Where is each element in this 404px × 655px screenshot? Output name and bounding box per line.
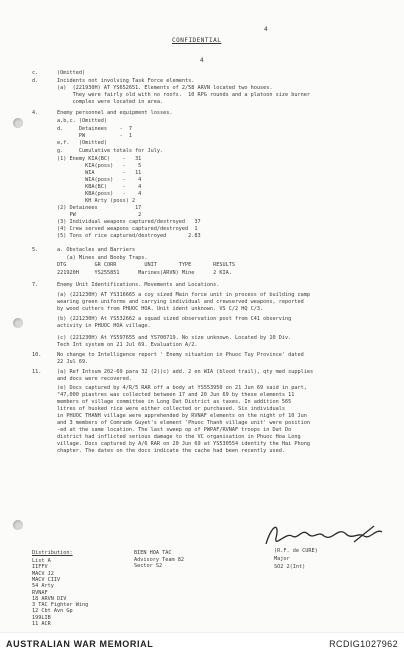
- body-line: 5. a. Obstacles and Barriers: [32, 247, 136, 253]
- body-line: activity in PHUOC HOA village.: [32, 323, 151, 329]
- punch-hole: [13, 318, 23, 328]
- body-line: KIA(poss) - 5: [32, 163, 142, 169]
- body-line: WIA(poss) - 4: [32, 177, 142, 183]
- distribution-item: MACV CIIV: [32, 576, 61, 583]
- body-line: "47,000 piastres was collected between 17 and 20 Jun 69 by these elements 11: [32, 392, 295, 398]
- body-line: district had inflicted serious damage to the VC organisation in Phuoc Hoa Long: [32, 434, 301, 440]
- distribution-item: MACV J2: [32, 570, 54, 577]
- body-line: g. Cumulative totals for July.: [32, 148, 164, 154]
- distribution-heading: Distribution:: [32, 550, 73, 556]
- body-line: d. Incidents not involving Task Force elements.: [32, 78, 195, 84]
- distribution-item: 199LIB: [32, 614, 51, 621]
- footer-record-id: RCDIG1027962: [329, 639, 398, 649]
- body-line: 10. No change to Intelligence report ' Enemy situation in Phuoc Tuy Province' dated: [32, 352, 304, 358]
- punch-hole: [13, 118, 23, 128]
- body-line: 7. Enemy Unit Identifications. Movements and Locations.: [32, 282, 220, 288]
- body-line: 221920H YS255851 Marines(ARVN) Mine 2 KIA.: [32, 270, 232, 276]
- body-line: and docs were recovered.: [32, 376, 132, 382]
- distribution-item: RVNAF: [32, 589, 48, 596]
- body-line: 11. (a) Ref Intsum 202-69 para 32 (2)(c) add. 2 en WIA (blood trail), qty med supplies: [32, 369, 314, 375]
- body-line: (a) (221230H) AT YS316665 a coy sized Main force unit in process of building camp: [32, 292, 310, 298]
- body-line: (1) Enemy KIA(BC) - 31: [32, 156, 142, 162]
- body-line: (a) (221930H) AT YS652651. Elements of 2/58 ARVN located two houses.: [32, 85, 273, 91]
- signature-rank: Major: [274, 556, 290, 562]
- page-number-top: 4: [264, 26, 268, 33]
- body-line: complex were located in area.: [32, 99, 164, 105]
- body-line: chapter. The dates on the docs indicate the cache had been recently used.: [32, 448, 285, 454]
- body-line: e,f. (Omitted): [32, 140, 107, 146]
- body-line: a,b,c. (Omitted): [32, 118, 107, 124]
- body-line: village. Docs captured by A/6 RAR on 20 Jun 69 at YS530554 identify the Hai Phong: [32, 441, 310, 447]
- body-line: Tech Int system on 21 Jul 69. Evaluation A/2.: [32, 342, 198, 348]
- body-line: KBA(poss) - 4: [32, 191, 142, 197]
- distribution-item: Advisory Team 82: [134, 556, 184, 563]
- body-line: (c) (221230H) At YS597655 and YS700719. No size unknown. Located by 10 Div.: [32, 335, 292, 341]
- body-line: They were fairly old with no roofs. 10 RPG rounds and a platoon size burner: [32, 92, 310, 98]
- body-line: KH Arty (poss) 2: [32, 198, 136, 204]
- body-line: by wood cutters from PHUOC HOA. Unit ident unknown. VS C/2 HQ C/3.: [32, 306, 264, 312]
- body-line: KBA(BC) - 4: [32, 184, 142, 190]
- distribution-item: Sector S2: [134, 563, 163, 569]
- punch-hole: [13, 520, 23, 530]
- body-line: members of village committee in Long Dat District as taxes. In addition 565: [32, 399, 292, 405]
- body-line: PW - 1: [32, 133, 132, 139]
- body-line: DTG GR CORR UNIT TYPE RESULTS: [32, 262, 236, 268]
- body-line: (5) Tons of rice captured/destroyed 2.83: [32, 233, 201, 239]
- distribution-item: List A: [32, 558, 51, 564]
- body-line: (2) Detainees 17: [32, 205, 142, 211]
- body-line: PW 2: [32, 212, 142, 218]
- body-line: and 3 members of Comrade Guyet's element 'Phuoc Thanh village unit' were position: [32, 420, 310, 426]
- page-label: 4: [200, 57, 204, 64]
- body-line: (4) Crew served weapons captured/destroyed 1: [32, 226, 198, 232]
- body-line: (3) Individual weapons captured/destroyed 37: [32, 219, 201, 225]
- signature-name: (R.F. de CURE): [274, 548, 318, 554]
- signature-appointment: SO2 2(Int): [274, 564, 306, 570]
- body-line: 4. Enemy personnel and equipment losses.: [32, 110, 173, 116]
- body-line: litres of husked rice were either collected or purchased. Six individuals: [32, 406, 285, 412]
- distribution-item: BIEN HOA TAC: [134, 550, 172, 556]
- body-line: WIA - 11: [32, 170, 142, 176]
- distribution-item: IIFFV: [32, 564, 48, 571]
- body-line: -ed at the same location. The last sweep op of PWPAF/RVNAF troops in Dat Do: [32, 427, 292, 433]
- body-line: (a) Mines and Booby Traps.: [32, 255, 148, 261]
- body-line: d. Detainees - 7: [32, 126, 132, 132]
- distribution-item: 18 ARVN DIV: [32, 595, 67, 602]
- distribution-item: 3 TAC Fighter Wing: [32, 602, 89, 609]
- body-line: c. (Omitted): [32, 70, 86, 76]
- classification-header: CONFIDENTIAL: [172, 37, 222, 44]
- distribution-item: 11 ACR: [32, 621, 51, 627]
- footer-institution: AUSTRALIAN WAR MEMORIAL: [6, 639, 154, 649]
- body-line: 22 Jul 69.: [32, 359, 89, 365]
- body-line: in PHUOC THANH village were apprehended by RVNAF elements on the night of 10 Jun: [32, 413, 307, 419]
- body-line: (b) (221230H) At YS532662 a squad sized observation post from C41 observing: [32, 316, 292, 322]
- body-line: wearing green uniforms and carrying individual and crewserved weapons, reported: [32, 299, 304, 305]
- archive-footer: [0, 632, 404, 655]
- body-line: (e) Docs captured by 4/R/5 RAR off a body at YS553950 on 21 Jun 69 said in part,: [32, 385, 307, 391]
- distribution-item: 54 Arty: [32, 583, 54, 590]
- distribution-item: 12 Cbt Avn Gp: [32, 608, 73, 615]
